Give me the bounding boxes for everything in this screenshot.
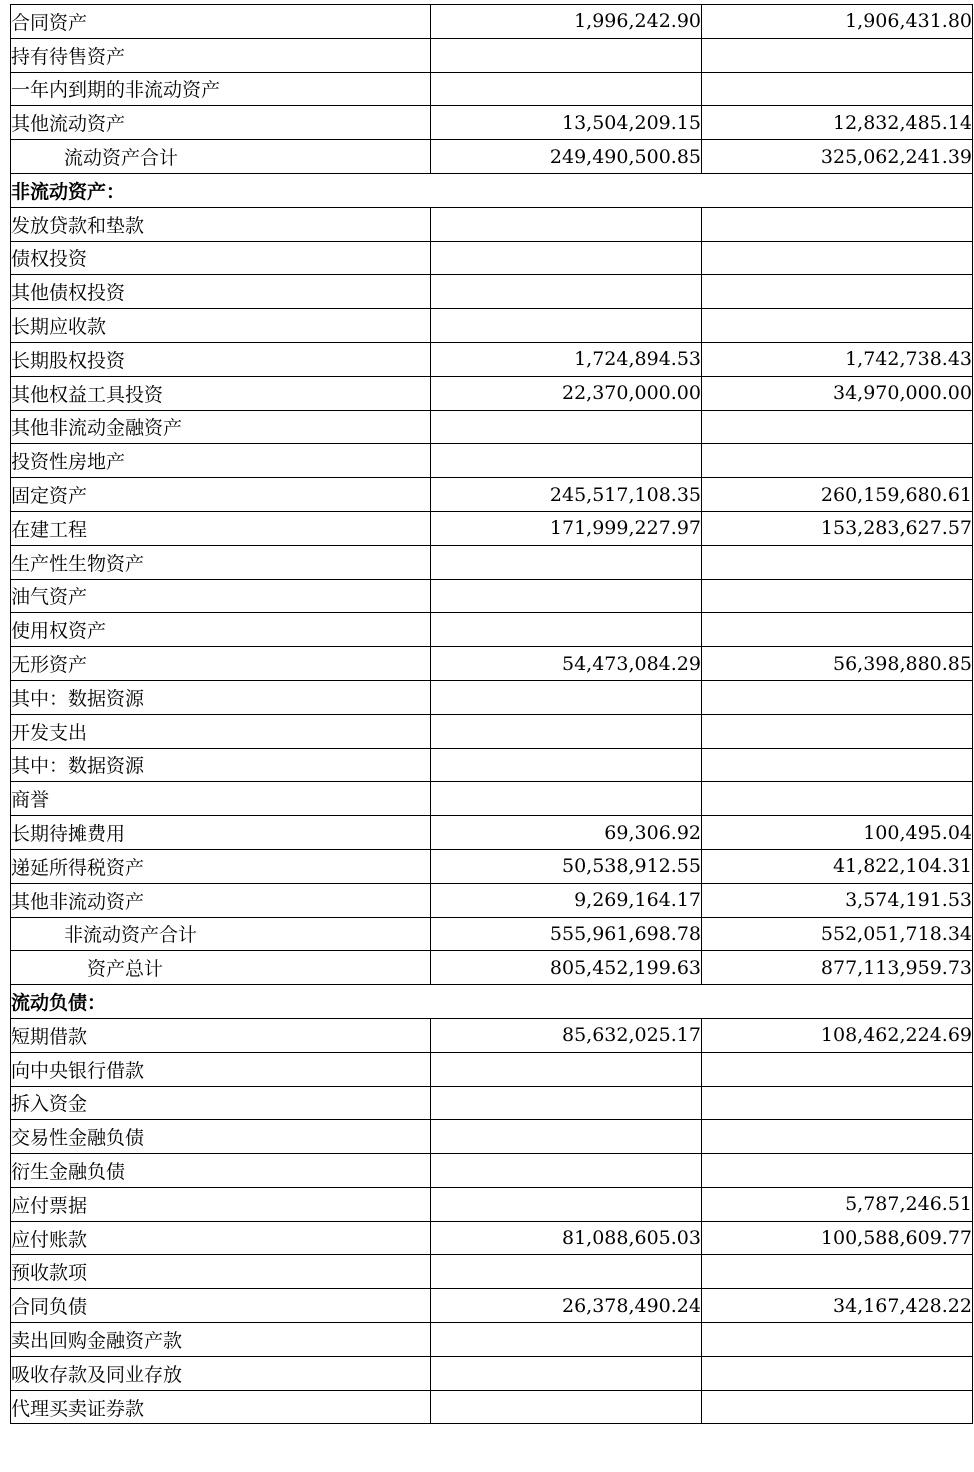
current-period-value: [431, 275, 702, 309]
table-row: [11, 207, 973, 241]
prior-period-value: [702, 1154, 973, 1188]
prior-period-value: [702, 579, 973, 613]
current-period-value: 171,999,227.97: [431, 511, 702, 545]
table-row: [11, 106, 973, 140]
item-label: 无形资产: [11, 647, 431, 681]
current-period-value: 50,538,912.55: [431, 849, 702, 883]
current-period-value: [431, 579, 702, 613]
current-period-value: [431, 309, 702, 343]
prior-period-value: 41,822,104.31: [702, 849, 973, 883]
prior-period-value: [702, 410, 973, 444]
item-label: 交易性金融负债: [11, 1120, 431, 1154]
current-period-value: 69,306.92: [431, 816, 702, 850]
current-period-value: 1,996,242.90: [431, 5, 702, 39]
item-label: 向中央银行借款: [11, 1052, 431, 1086]
item-label: 其中：数据资源: [11, 680, 431, 714]
item-label: 其他权益工具投资: [11, 376, 431, 410]
current-period-value: [431, 1356, 702, 1390]
prior-period-value: [702, 444, 973, 478]
table-row: [11, 1390, 973, 1424]
prior-period-value: 56,398,880.85: [702, 647, 973, 681]
table-row: [11, 478, 973, 512]
table-row: [11, 985, 973, 1019]
prior-period-value: [702, 207, 973, 241]
item-label: 发放贷款和垫款: [11, 207, 431, 241]
prior-period-value: [702, 545, 973, 579]
current-period-value: [431, 613, 702, 647]
current-period-value: [431, 714, 702, 748]
item-label: 油气资产: [11, 579, 431, 613]
prior-period-value: [702, 38, 973, 72]
prior-period-value: [702, 1356, 973, 1390]
current-period-value: 22,370,000.00: [431, 376, 702, 410]
table-row: [11, 1086, 973, 1120]
prior-period-value: [702, 241, 973, 275]
current-period-value: [431, 1323, 702, 1357]
current-period-value: [431, 545, 702, 579]
current-period-value: [431, 207, 702, 241]
prior-period-value: 1,906,431.80: [702, 5, 973, 39]
current-period-value: [431, 1187, 702, 1221]
prior-period-value: 34,970,000.00: [702, 376, 973, 410]
prior-period-value: [702, 1086, 973, 1120]
section-heading: 流动负债：: [11, 985, 973, 1019]
table-row: [11, 1356, 973, 1390]
item-label: 应付账款: [11, 1221, 431, 1255]
prior-period-value: 108,462,224.69: [702, 1018, 973, 1052]
current-period-value: 555,961,698.78: [431, 917, 702, 951]
table-row: [11, 1221, 973, 1255]
prior-period-value: 34,167,428.22: [702, 1289, 973, 1323]
item-label: 持有待售资产: [11, 38, 431, 72]
table-row: [11, 579, 973, 613]
prior-period-value: [702, 1120, 973, 1154]
table-row: [11, 816, 973, 850]
current-period-value: [431, 1086, 702, 1120]
section-heading: 非流动资产：: [11, 173, 973, 207]
table-row: [11, 849, 973, 883]
current-period-value: [431, 38, 702, 72]
item-label: 在建工程: [11, 511, 431, 545]
item-label: 其他非流动金融资产: [11, 410, 431, 444]
prior-period-value: 100,588,609.77: [702, 1221, 973, 1255]
table-row: [11, 38, 973, 72]
prior-period-value: [702, 309, 973, 343]
item-label: 应付票据: [11, 1187, 431, 1221]
current-period-value: 1,724,894.53: [431, 342, 702, 376]
current-period-value: [431, 1120, 702, 1154]
table-row: [11, 545, 973, 579]
table-row: [11, 410, 973, 444]
item-label: 衍生金融负债: [11, 1154, 431, 1188]
table-row: [11, 1323, 973, 1357]
table-row: [11, 1120, 973, 1154]
prior-period-value: [702, 275, 973, 309]
prior-period-value: [702, 1323, 973, 1357]
prior-period-value: 325,062,241.39: [702, 140, 973, 174]
table-row: [11, 140, 973, 174]
table-row: [11, 1154, 973, 1188]
item-label: 长期应收款: [11, 309, 431, 343]
item-label: 合同负债: [11, 1289, 431, 1323]
table-row: [11, 647, 973, 681]
current-period-value: [431, 1154, 702, 1188]
balance-sheet-body: [11, 5, 973, 1424]
table-row: [11, 680, 973, 714]
current-period-value: [431, 782, 702, 816]
table-row: [11, 275, 973, 309]
current-period-value: 805,452,199.63: [431, 951, 702, 985]
current-period-value: [431, 680, 702, 714]
current-period-value: 54,473,084.29: [431, 647, 702, 681]
item-label: 商誉: [11, 782, 431, 816]
item-label: 吸收存款及同业存放: [11, 1356, 431, 1390]
table-row: [11, 714, 973, 748]
table-row: [11, 309, 973, 343]
table-row: [11, 951, 973, 985]
prior-period-value: [702, 714, 973, 748]
item-label: 合同资产: [11, 5, 431, 39]
current-period-value: 9,269,164.17: [431, 883, 702, 917]
table-row: [11, 241, 973, 275]
table-row: [11, 1187, 973, 1221]
item-label: 非流动资产合计: [11, 917, 431, 951]
table-row: [11, 883, 973, 917]
table-row: [11, 613, 973, 647]
prior-period-value: 1,742,738.43: [702, 342, 973, 376]
table-row: [11, 444, 973, 478]
item-label: 债权投资: [11, 241, 431, 275]
prior-period-value: 5,787,246.51: [702, 1187, 973, 1221]
prior-period-value: [702, 613, 973, 647]
item-label: 开发支出: [11, 714, 431, 748]
table-row: [11, 782, 973, 816]
prior-period-value: [702, 782, 973, 816]
balance-sheet-table: [10, 4, 973, 1424]
item-label: 其他非流动资产: [11, 883, 431, 917]
prior-period-value: [702, 1390, 973, 1424]
table-row: [11, 748, 973, 782]
item-label: 固定资产: [11, 478, 431, 512]
current-period-value: [431, 1255, 702, 1289]
current-period-value: [431, 72, 702, 106]
prior-period-value: 552,051,718.34: [702, 917, 973, 951]
current-period-value: [431, 410, 702, 444]
item-label: 资产总计: [11, 951, 431, 985]
item-label: 长期待摊费用: [11, 816, 431, 850]
current-period-value: 26,378,490.24: [431, 1289, 702, 1323]
prior-period-value: [702, 72, 973, 106]
item-label: 一年内到期的非流动资产: [11, 72, 431, 106]
prior-period-value: [702, 680, 973, 714]
table-row: [11, 1052, 973, 1086]
current-period-value: 13,504,209.15: [431, 106, 702, 140]
current-period-value: [431, 1052, 702, 1086]
prior-period-value: 12,832,485.14: [702, 106, 973, 140]
current-period-value: [431, 444, 702, 478]
item-label: 其他流动资产: [11, 106, 431, 140]
item-label: 预收款项: [11, 1255, 431, 1289]
prior-period-value: [702, 748, 973, 782]
table-row: [11, 72, 973, 106]
item-label: 短期借款: [11, 1018, 431, 1052]
prior-period-value: [702, 1255, 973, 1289]
item-label: 长期股权投资: [11, 342, 431, 376]
item-label: 代理买卖证券款: [11, 1390, 431, 1424]
table-row: [11, 511, 973, 545]
table-row: [11, 173, 973, 207]
item-label: 拆入资金: [11, 1086, 431, 1120]
item-label: 投资性房地产: [11, 444, 431, 478]
table-row: [11, 376, 973, 410]
item-label: 递延所得税资产: [11, 849, 431, 883]
current-period-value: [431, 241, 702, 275]
prior-period-value: 260,159,680.61: [702, 478, 973, 512]
table-row: [11, 1255, 973, 1289]
table-row: [11, 1289, 973, 1323]
current-period-value: 81,088,605.03: [431, 1221, 702, 1255]
table-row: [11, 917, 973, 951]
current-period-value: 85,632,025.17: [431, 1018, 702, 1052]
current-period-value: [431, 748, 702, 782]
item-label: 其他债权投资: [11, 275, 431, 309]
item-label: 生产性生物资产: [11, 545, 431, 579]
prior-period-value: 100,495.04: [702, 816, 973, 850]
prior-period-value: 153,283,627.57: [702, 511, 973, 545]
prior-period-value: [702, 1052, 973, 1086]
item-label: 流动资产合计: [11, 140, 431, 174]
current-period-value: [431, 1390, 702, 1424]
table-row: [11, 1018, 973, 1052]
table-row: [11, 5, 973, 39]
item-label: 卖出回购金融资产款: [11, 1323, 431, 1357]
item-label: 使用权资产: [11, 613, 431, 647]
current-period-value: 245,517,108.35: [431, 478, 702, 512]
table-row: [11, 342, 973, 376]
current-period-value: 249,490,500.85: [431, 140, 702, 174]
item-label: 其中：数据资源: [11, 748, 431, 782]
prior-period-value: 877,113,959.73: [702, 951, 973, 985]
prior-period-value: 3,574,191.53: [702, 883, 973, 917]
